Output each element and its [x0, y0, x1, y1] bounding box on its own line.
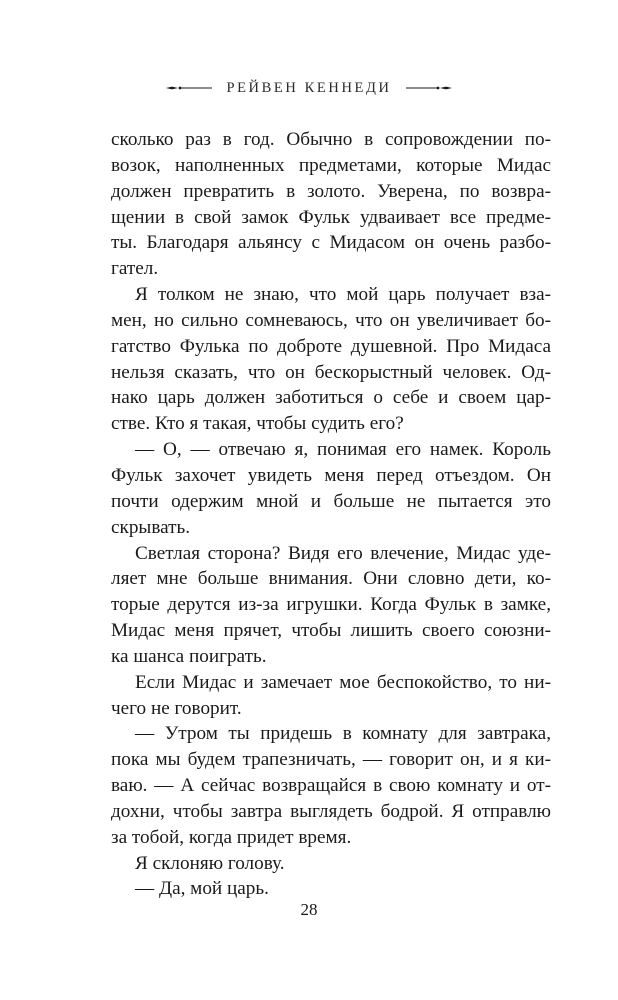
- text-line: Фульк захочет увидеть меня перед отъездом. Он: [111, 464, 551, 486]
- text-line: скрывать.: [111, 516, 191, 538]
- text-line: Светлая сторона? Видя его влечение, Мидас уде-: [135, 542, 551, 564]
- text-line: Мидас меня прячет, чтобы лишить своего союзни-: [111, 620, 551, 642]
- text-line: дохни, чтобы завтра выглядеть бодрой. Я отправлю: [111, 800, 551, 822]
- text-line: пока мы будем трапезничать, — говорит он, и я ки-: [111, 749, 551, 771]
- ornament-left-icon: [166, 84, 212, 92]
- text-line: торые дерутся из-за игрушки. Когда Фульк в замке,: [111, 594, 551, 616]
- text-line: — Утром ты придешь в комнату для завтрака,: [135, 723, 551, 745]
- text-line: ваю. — А сейчас возвращайся в свою комнату и от-: [111, 775, 551, 797]
- text-line: почти одержим мной и больше не пытается это: [111, 490, 551, 512]
- ornament-right-icon: [406, 84, 452, 92]
- text-line: — Да, мой царь.: [135, 878, 269, 900]
- body-text: [111, 127, 551, 902]
- text-line: Я толком не знаю, что мой царь получает вза-: [135, 284, 551, 306]
- running-header-title: РЕЙВЕН КЕННЕДИ: [226, 80, 392, 96]
- text-line: ты. Благодаря альянсу с Мидасом он очень разбо-: [111, 232, 551, 254]
- text-line: гатство Фулька по доброте душевной. Про Мидаса: [111, 335, 551, 357]
- text-line: стве. Кто я такая, чтобы судить его?: [111, 413, 404, 435]
- text-line: гател.: [111, 258, 159, 280]
- text-line: чего не говорит.: [111, 697, 242, 719]
- text-line: ка шанса поиграть.: [111, 645, 267, 667]
- text-line: сколько раз в год. Обычно в сопровождении по-: [111, 129, 551, 150]
- text-line: Если Мидас и замечает мое беспокойство, то ни-: [135, 671, 551, 693]
- page-number: 28: [300, 900, 318, 919]
- text-line: мен, но сильно сомневаюсь, что он увеличивает бо-: [111, 309, 551, 331]
- text-line: возок, наполненных предметами, которые Мидас: [111, 154, 551, 176]
- text-line: ляет мне больше внимания. Они словно дети, ко-: [111, 568, 551, 590]
- text-line: нако царь должен заботиться о себе и своем цар-: [111, 387, 551, 409]
- text-line: щении в свой замок Фульк удваивает все предме-: [111, 206, 551, 228]
- text-line: Я склоняю голову.: [135, 852, 285, 874]
- text-line: за тобой, когда придет время.: [111, 826, 352, 848]
- text-line: — О, — отвечаю я, понимая его намек. Король: [135, 439, 551, 461]
- running-header: [0, 78, 618, 98]
- text-line: нельзя сказать, что он бескорыстный человек. Од-: [111, 361, 551, 383]
- text-line: должен превратить в золото. Уверена, по возвра-: [111, 180, 551, 202]
